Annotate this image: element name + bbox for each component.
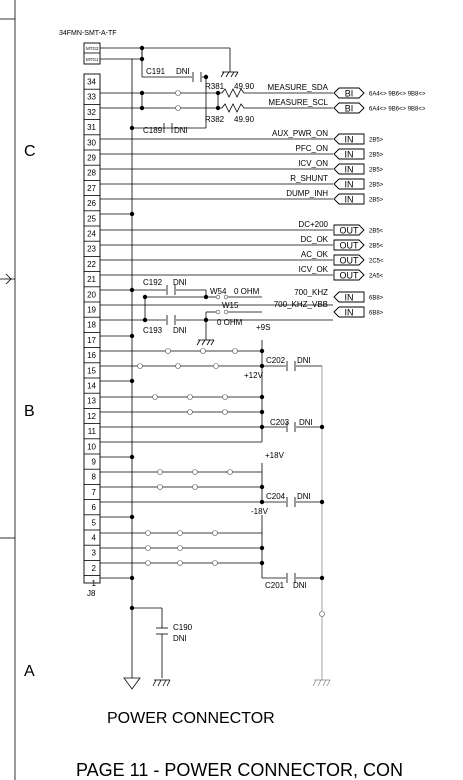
signal-name: 700_KHZ [294,288,328,297]
port-direction: OUT [339,240,359,251]
cross-reference: 2B5< [369,243,384,250]
chassis-ground-icon [153,680,170,686]
connector-pin-number: 33 [87,92,96,102]
connector-pin-number: 12 [87,411,96,421]
resistor-symbols [222,89,246,112]
page-footer-title: PAGE 11 - POWER CONNECTOR, CON [76,760,404,780]
connector-pin-number: 18 [87,320,96,330]
label-c193: C193 [143,326,163,335]
label-w15-value: 0 OHM [217,318,243,327]
connector-pin-number: 19 [87,305,96,315]
cross-reference: 2B5< [369,228,384,235]
connector-pin-number: 26 [87,199,96,209]
connector-pin-number: 30 [87,138,96,148]
connector-pin-number: 3 [91,548,96,558]
label-c201: C201 [265,581,285,590]
signal-name: DUMP_INH [286,189,328,198]
signal-name: PFC_ON [295,144,328,153]
label-w54-value: 0 OHM [234,287,260,296]
capacitor-c202 [287,361,295,371]
label-c189-dni: DNI [174,126,188,135]
capacitor-symbols [156,72,295,634]
connector-pin-number: 6 [91,503,96,513]
port-direction: OUT [339,255,359,266]
label-r381: R381 [205,82,225,91]
port-direction: BI [344,88,354,99]
connector-pin-number: 10 [87,442,96,452]
port-direction: IN [344,149,354,160]
label-c190-dni: DNI [173,634,187,643]
connector-pin-number: 21 [87,275,96,285]
cross-reference: 2B5> [369,197,384,204]
connector-pin-number: 16 [87,351,96,361]
label-c191: C191 [146,67,166,76]
signal-name: DC_OK [300,235,328,244]
cross-reference: 2A5< [369,273,384,280]
connector-pin-number: 14 [87,381,96,391]
connector-pin-number: 2 [91,563,96,573]
label-c201-dni: DNI [293,581,307,590]
signal-ground-icon [124,675,140,689]
connector-pin-number: 9 [91,457,96,467]
signal-name: AUX_PWR_ON [271,129,328,138]
connector-pin-number: 32 [87,107,96,117]
cross-reference: 2B5> [369,137,384,144]
connector-pin-number: 28 [87,168,96,178]
label-c203-dni: DNI [299,418,313,427]
label-c203: C203 [270,418,290,427]
port-direction: IN [344,292,354,303]
resistor-r382 [222,104,246,112]
label-c193-dni: DNI [173,326,187,335]
label-c190: C190 [173,623,193,632]
connector-pin-number: 23 [87,244,96,254]
label-c189: C189 [143,126,163,135]
signal-name: ICV_OK [298,265,328,274]
connector-pin-number: 25 [87,214,96,224]
connector-pin-number: 22 [87,259,96,269]
label-c202-dni: DNI [297,356,311,365]
label-c191-dni: DNI [176,67,190,76]
port-direction: OUT [339,225,359,236]
port-direction: IN [344,164,354,175]
capacitor-c204 [287,497,295,507]
connector-pin-number: 34 [87,77,96,87]
signal-name: DC+200 [298,220,328,229]
connector-pin-number: 7 [91,487,96,497]
port-direction: BI [344,103,354,114]
connector-pin-number: 5 [91,518,96,528]
cross-reference: 6B8> [369,295,384,302]
label-c192: C192 [143,278,163,287]
rail-label-n18v: -18V [251,507,268,516]
connector-pin-number: 15 [87,366,96,376]
label-c204-dni: DNI [297,492,311,501]
connector-pin-number: 31 [87,123,96,133]
capacitor-c193 [167,315,175,325]
chassis-ground-icon [221,72,238,77]
capacitor-c191 [193,72,201,82]
cross-reference: 2B5> [369,152,384,159]
capacitor-c190 [156,628,168,634]
connector-pin-number: 24 [87,229,96,239]
connector-mtg1: MTG1 [86,57,99,62]
label-w15: W15 [222,301,239,310]
sheet-border [0,0,15,780]
connector-ref: J8 [87,589,96,598]
rail-label-p18v: +18V [265,451,284,460]
connector-pin-number: 11 [87,427,96,437]
cross-reference: 6A4<> 9B6<> 9B8<> [369,106,426,113]
cross-reference: 2C5< [369,258,384,265]
signal-name: R_SHUNT [290,174,328,183]
cross-reference: 6B8> [369,310,384,317]
zone-label-a: A [24,663,35,680]
connector-mtg2: MTG2 [86,46,99,51]
label-r381-value: 49.90 [234,82,255,91]
label-c204: C204 [266,492,286,501]
label-c192-dni: DNI [173,278,187,287]
rail-label-9s: +9S [256,323,271,332]
port-direction: IN [344,179,354,190]
connector-pin-number: 20 [87,290,96,300]
zone-label-c: C [24,143,36,160]
signal-name: AC_OK [300,250,328,259]
signal-ports [268,83,426,317]
label-c202: C202 [266,356,286,365]
connector-pin-number: 1 [91,579,96,589]
rail-label-12v: +12V [244,371,263,380]
label-r382: R382 [205,115,225,124]
port-direction: IN [344,134,354,145]
zone-label-b: B [24,403,35,420]
cross-reference: 2B5> [369,182,384,189]
chassis-ground-icon [197,340,214,345]
signal-name: ICV_ON [298,159,328,168]
signal-name: MEASURE_SCL [268,98,328,107]
connector-pin-number: 13 [87,396,96,406]
signal-name: MEASURE_SDA [267,83,328,92]
chassis-ground-icon [313,680,330,686]
cross-reference: 2B5> [369,167,384,174]
label-w54: W54 [210,287,227,296]
port-direction: OUT [339,270,359,281]
connector-pin-number: 8 [91,472,96,482]
port-direction: IN [344,194,354,205]
connector-pin-number: 27 [87,183,96,193]
connector-pin-number: 29 [87,153,96,163]
connector-pin-number: 17 [87,335,96,345]
label-r382-value: 49.90 [234,115,255,124]
port-direction: IN [344,307,354,318]
connector-part-number: 34FMN-SMT-A-TF [59,30,117,37]
signal-name: 700_KHZ_VBB [273,300,328,309]
section-title: POWER CONNECTOR [107,710,275,727]
connector-pin-number: 4 [91,533,96,543]
cross-reference: 6A4<> 9B6<> 9B8<> [369,91,426,98]
